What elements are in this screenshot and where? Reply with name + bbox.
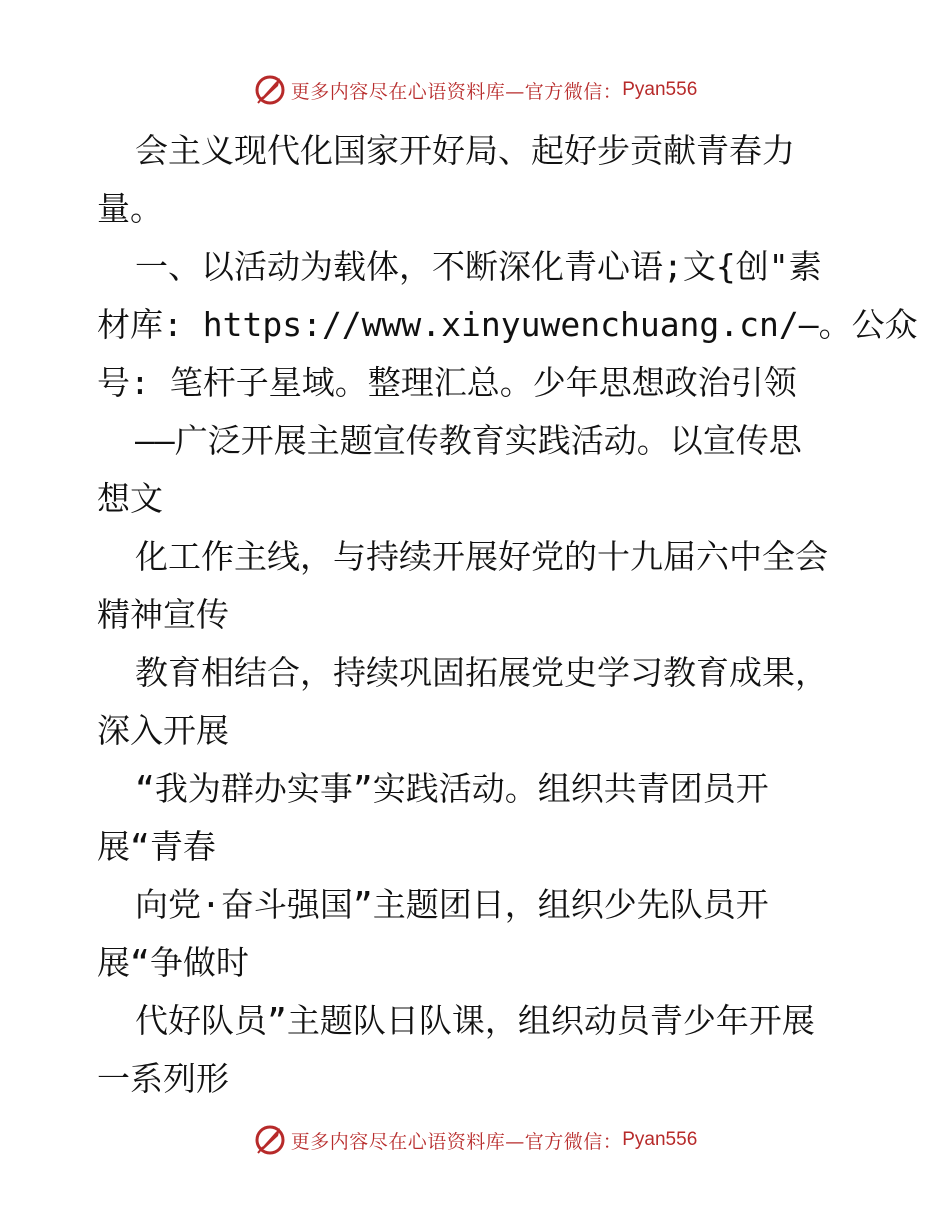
body-line: 材库: https://www.xinyuwenchuang.cn/—。公众 bbox=[97, 305, 918, 344]
body-line: 展“青春 bbox=[97, 827, 216, 866]
body-line: “我为群办实事”实践活动。组织共青团员开 bbox=[135, 769, 769, 808]
body-line: 量。 bbox=[97, 189, 163, 228]
body-line: 深入开展 bbox=[97, 711, 229, 750]
header-banner bbox=[0, 70, 950, 110]
quill-logo-icon bbox=[253, 1123, 287, 1157]
body-line: 展“争做时 bbox=[97, 943, 249, 982]
quill-logo-icon bbox=[253, 73, 287, 107]
body-line: 一、以活动为载体，不断深化青心语;文{创"素 bbox=[135, 247, 822, 286]
body-line: 化工作主线，与持续开展好党的十九届六中全会 bbox=[135, 537, 828, 576]
body-line: 一系列形 bbox=[97, 1059, 229, 1098]
document-body bbox=[97, 122, 918, 1108]
footer-banner-wechat-id: Pyan556 bbox=[622, 1129, 698, 1150]
footer-banner bbox=[0, 1120, 950, 1160]
body-line: 教育相结合，持续巩固拓展党史学习教育成果， bbox=[135, 653, 828, 692]
body-line: 想文 bbox=[97, 479, 163, 518]
footer-banner-text: 更多内容尽在心语资料库—官方微信： bbox=[290, 1130, 623, 1153]
header-banner-wechat-id: Pyan556 bbox=[622, 79, 698, 100]
body-line: 代好队员”主题队日队课，组织动员青少年开展 bbox=[135, 1001, 815, 1040]
body-line: 号: 笔杆子星域。整理汇总。少年思想政治引领 bbox=[97, 363, 797, 402]
body-line: ——广泛开展主题宣传教育实践活动。以宣传思 bbox=[135, 421, 802, 460]
body-line: 精神宣传 bbox=[97, 595, 229, 634]
header-banner-text: 更多内容尽在心语资料库—官方微信： bbox=[290, 80, 623, 103]
body-line: 会主义现代化国家开好局、起好步贡献青春力 bbox=[135, 131, 795, 170]
body-line: 向党·奋斗强国”主题团日，组织少先队员开 bbox=[135, 885, 769, 924]
